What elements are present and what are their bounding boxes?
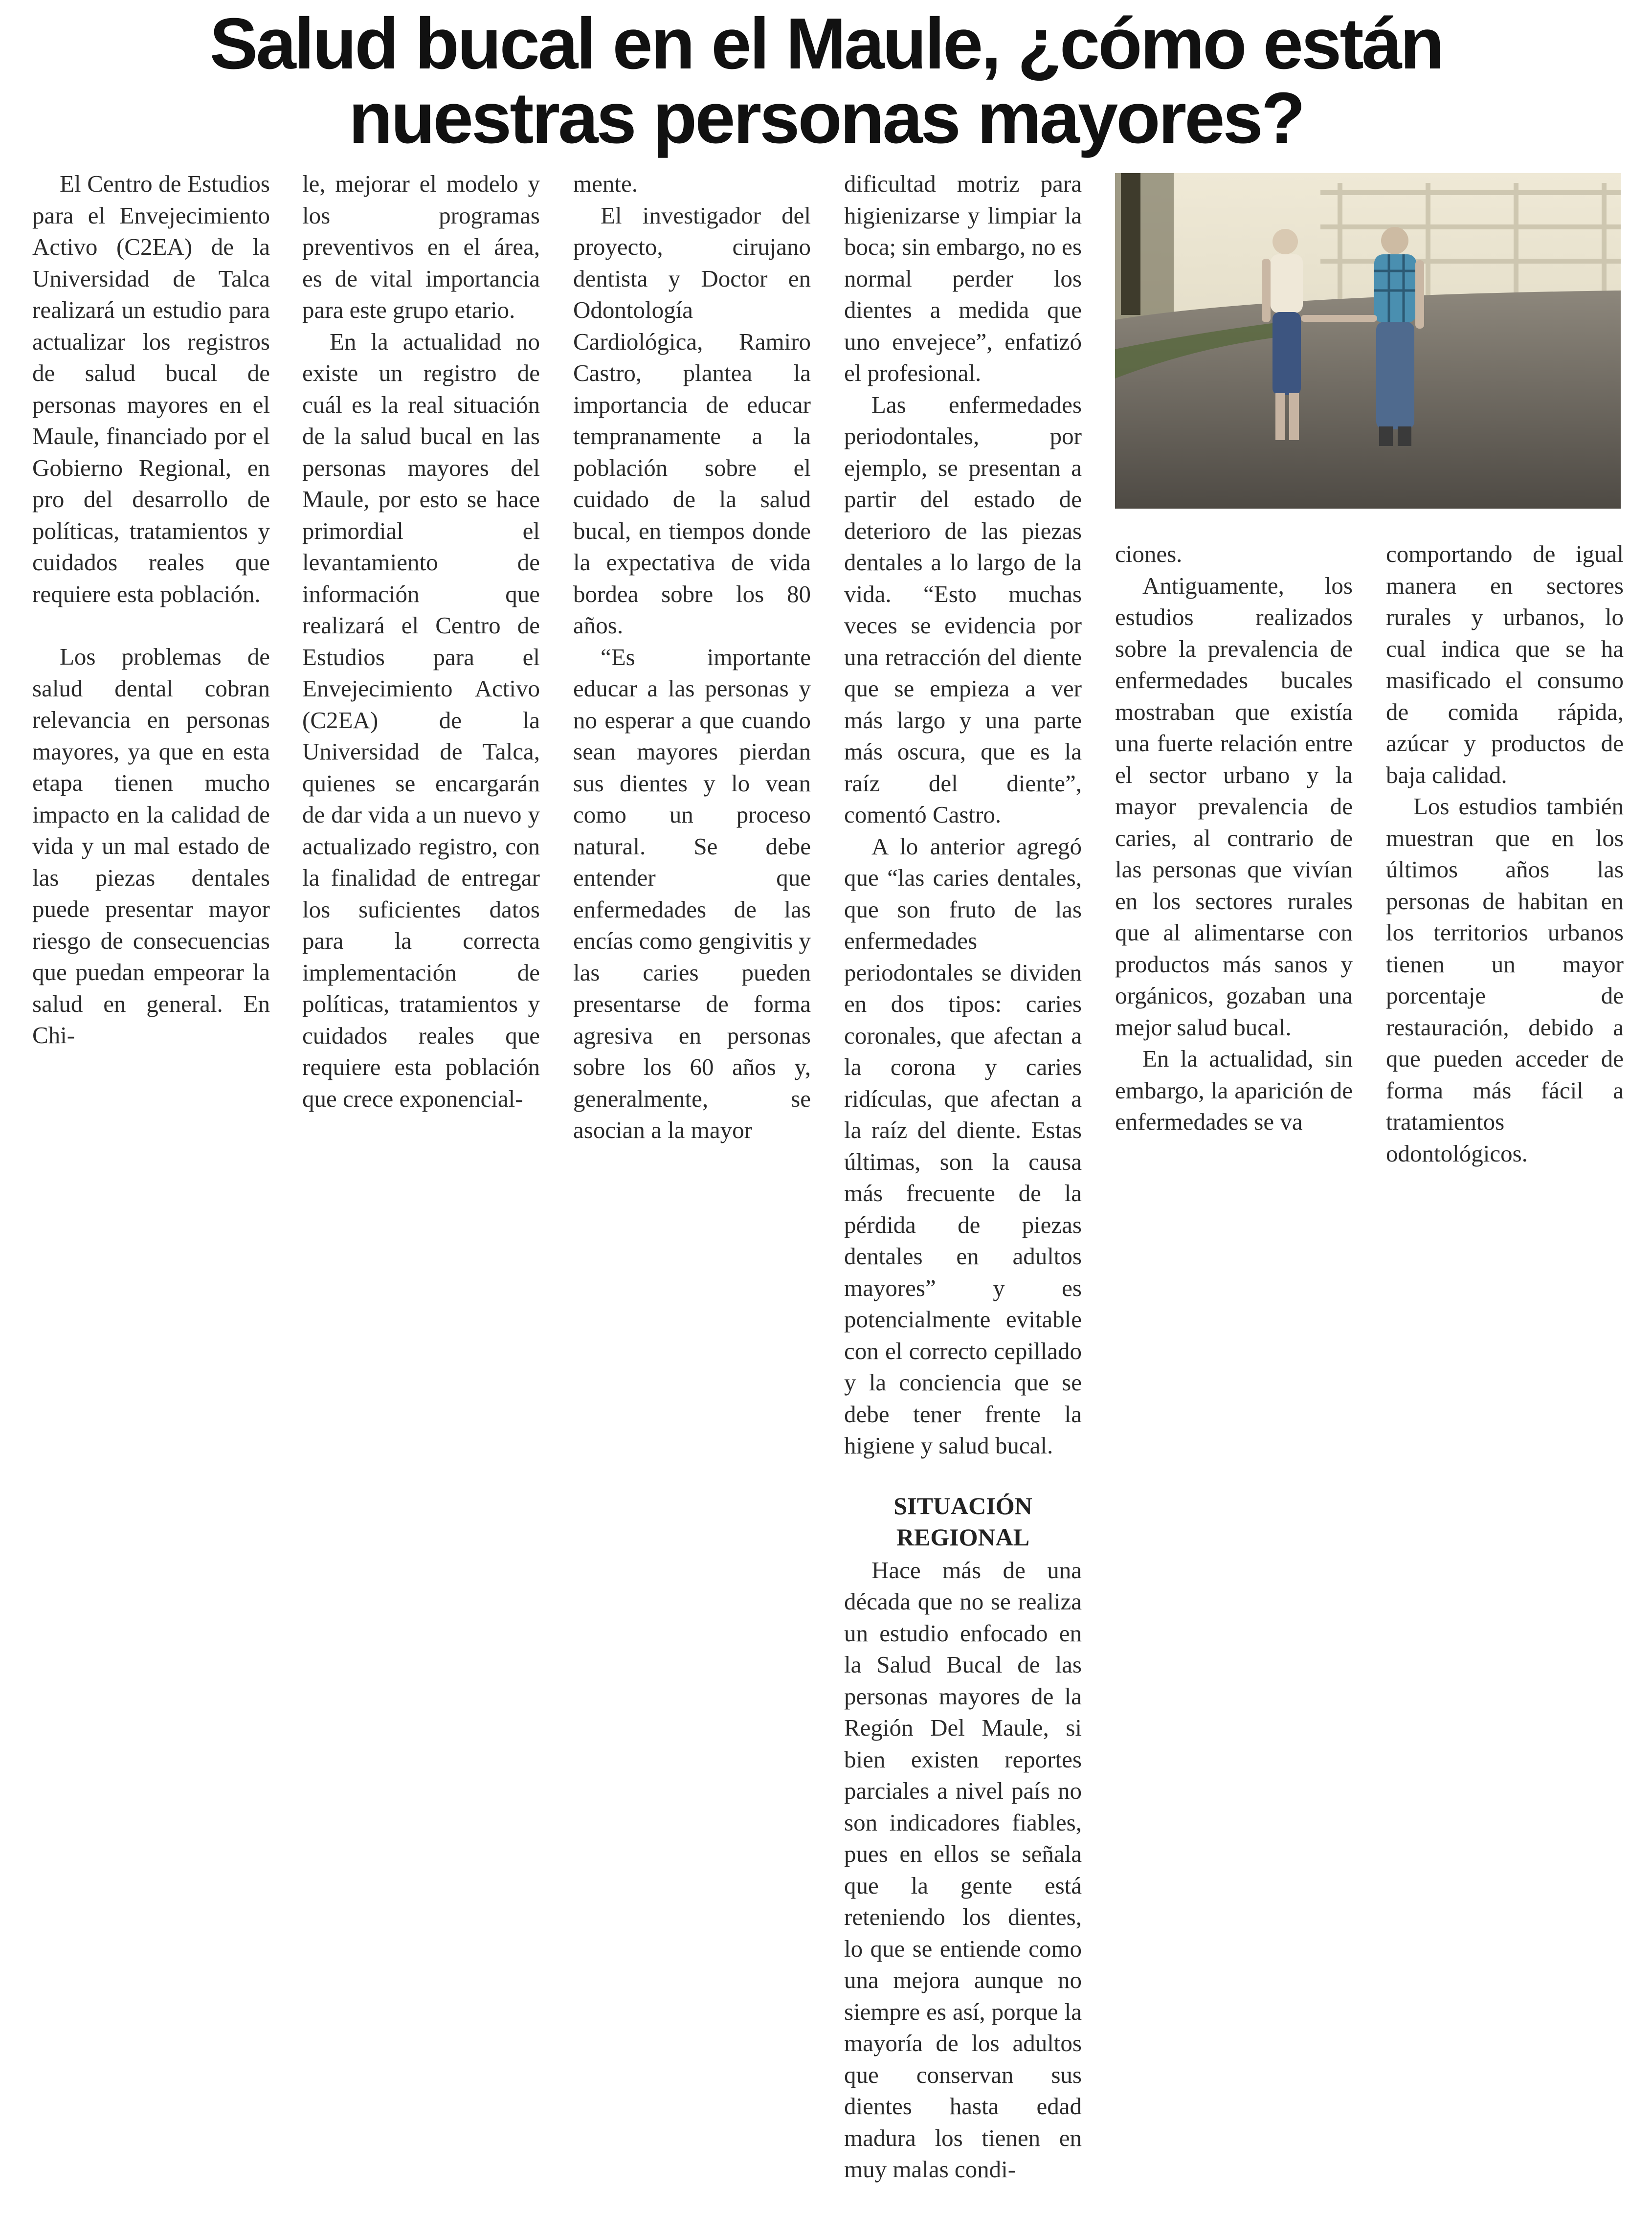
headline-line-1: Salud bucal en el Maule, ¿cómo están bbox=[209, 3, 1443, 84]
paragraph: “Es importante educar a las personas y no esperar a que cuando sean mayores pierdan sus dientes y lo vean como un proceso natural. Se debe entender que enfermedades de las encías como gengivitis y las caries pueden presentarse de forma agresiva en personas sobre los 60 años y, generalmente, se asocian a la mayor bbox=[573, 643, 811, 1143]
paragraph: comportando de igual manera en sectores rurales y urbanos, lo cual indica que se ha masificado el consumo de comida rápida, azúcar y productos de baja calidad. bbox=[1386, 540, 1624, 788]
photo-illustration bbox=[1115, 173, 1621, 509]
section-heading bbox=[844, 1490, 1082, 1553]
paragraph: Los problemas de salud dental cobran relevancia en personas mayores, ya que en esta etapa tienen mucho impacto en la calidad de vida y un mal estado de las piezas dentales puede presentar mayor riesgo de consecuencias que puedan empeorar la salud en general. En Chi- bbox=[32, 643, 270, 1049]
paragraph: En la actualidad no existe un registro de cuál es la real situación de la salud bucal en las personas mayores del Maule, por esto se hace primordial el levantamiento de información que realizará el Centro de Estudios para el Envejecimiento Activo (C2EA) de la Universidad de Talca, quienes se encargarán de dar vida a un nuevo y actualizado registro, con la finalidad de entregar los suficientes datos para la correcta implementación de políticas, tratamientos y cuidados reales que requiere esta población que crece exponencial- bbox=[302, 328, 540, 1112]
article-column-3 bbox=[573, 168, 811, 1146]
headline-line-2: nuestras personas mayores? bbox=[348, 78, 1304, 158]
section-heading-line-1: SITUACIÓN bbox=[893, 1492, 1032, 1519]
paragraph: El investigador del proyecto, cirujano dentista y Doctor en Odontología Cardiológica, Ramiro Castro, plantea la importancia de educar tempranamente a la población sobre el cuidado de la salud bucal, en tiempos donde la expectativa de vida bordea sobre los 80 años. bbox=[573, 201, 811, 639]
article-column-6 bbox=[1386, 538, 1624, 1169]
section-heading-line-2: REGIONAL bbox=[896, 1523, 1030, 1551]
paragraph: A lo anterior agregó que “las caries dentales, que son fruto de las enfermedades periodontales se dividen en dos tipos: caries coronales, que afectan a la corona y caries ridículas, que afectan a la raíz del diente. Estas últimas, son la causa más frecuente de la pérdida de piezas dentales en adultos mayores” y es potencialmente evitable con el correcto cepillado y la conciencia que se debe tener frente la higiene y salud bucal. bbox=[844, 832, 1082, 1459]
paragraph: dificultad motriz para higienizarse y limpiar la boca; sin embargo, no es normal perder los dientes a medida que uno envejece”, enfatizó el profesional. bbox=[844, 170, 1082, 386]
paragraph: ciones. bbox=[1115, 540, 1183, 567]
paragraph: Los estudios también muestran que en los últimos años las personas de habitan en los territorios urbanos tienen un mayor porcentaje de restauración, debido a que pueden acceder de forma más fácil a tratamientos odontológicos. bbox=[1386, 793, 1624, 1167]
article-column-1 bbox=[32, 168, 270, 1051]
article-column-5 bbox=[1115, 538, 1353, 1138]
paragraph: mente. bbox=[573, 170, 638, 197]
paragraph: El Centro de Estudios para el Envejecimiento Activo (C2EA) de la Universidad de Talca realizará un estudio para actualizar los registros de salud bucal de personas mayores en el Maule, financiado por el Gobierno Regional, en pro del desarrollo de políticas, tratamientos y cuidados reales que requiere esta población. bbox=[32, 170, 270, 607]
paragraph: Hace más de una década que no se realiza un estudio enfocado en la Salud Bucal de las personas mayores de la Región Del Maule, si bien existen reportes parciales a nivel país no son indicadores fiables, pues en ellos se señala que la gente está reteniendo los dientes, lo que se entiende como una mejora aunque no siempre es así, porque la mayoría de los adultos que conservan sus dientes hasta edad madura los tienen en muy malas condi- bbox=[844, 1556, 1082, 2183]
elderly-couple-photo bbox=[1115, 173, 1621, 509]
article-column-4 bbox=[844, 168, 1082, 2186]
paragraph: le, mejorar el modelo y los programas preventivos en el área, es de vital importancia para este grupo etario. bbox=[302, 170, 540, 323]
article-column-2 bbox=[302, 168, 540, 1115]
paragraph: En la actualidad, sin embargo, la aparición de enfermedades se va bbox=[1115, 1045, 1353, 1135]
paragraph: Antiguamente, los estudios realizados sobre la prevalencia de enfermedades bucales mostraban que existía una fuerte relación entre el sector urbano y la mayor prevalencia de caries, al contrario de las personas que vivían en los sectores rurales que al alimentarse con productos más sanos y orgánicos, gozaban una mejor salud bucal. bbox=[1115, 572, 1353, 1041]
paragraph: Las enfermedades periodontales, por ejemplo, se presentan a partir del estado de deterioro de las piezas dentales a lo largo de la vida. “Esto muchas veces se evidencia por una retracción del diente que se empieza a ver más largo y una parte más oscura, que es la raíz del diente”, comentó Castro. bbox=[844, 391, 1082, 828]
headline bbox=[0, 3, 1652, 158]
